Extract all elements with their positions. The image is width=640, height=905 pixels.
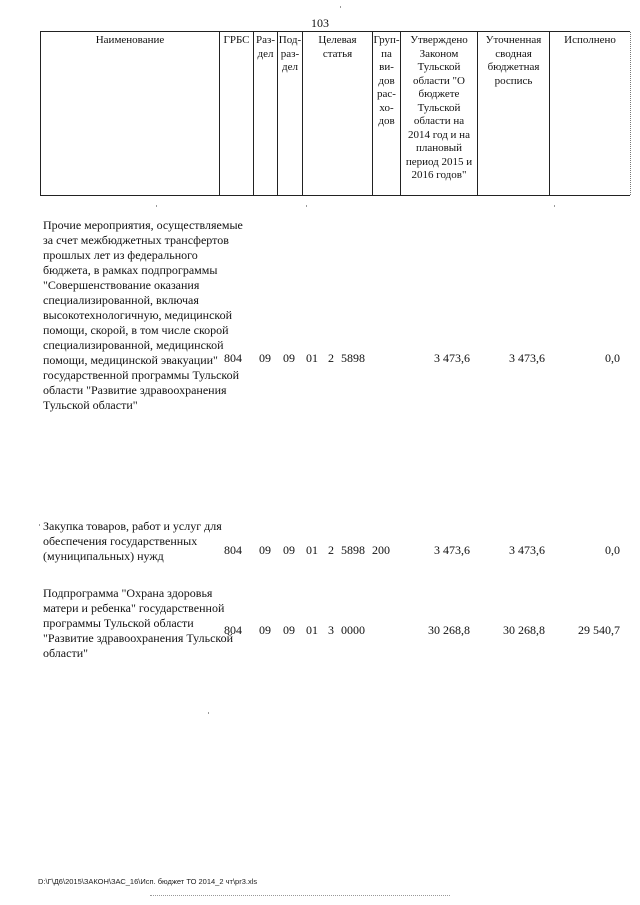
row-grbs: 804 bbox=[224, 543, 242, 557]
row-cs-direction: 5898 bbox=[341, 351, 365, 365]
header-razdel: Раз- дел bbox=[254, 32, 278, 195]
row-utochnennaya: 30 268,8 bbox=[503, 623, 545, 637]
scan-speck bbox=[306, 205, 307, 207]
row-cs-direction: 5898 bbox=[341, 543, 365, 557]
header-ispolneno: Исполнено bbox=[550, 32, 631, 195]
row-utochnennaya: 3 473,6 bbox=[509, 351, 545, 365]
header-utochnennaya-rospis: Уточненная сводная бюджетная роспись bbox=[478, 32, 550, 195]
header-podrazdel: Под- раз- дел bbox=[278, 32, 303, 195]
row-podrazdel: 09 bbox=[283, 351, 295, 365]
row-cs-subprogram: 3 bbox=[328, 623, 334, 637]
scan-speck bbox=[554, 205, 555, 207]
row-utverzhdeno: 3 473,6 bbox=[434, 543, 470, 557]
row-ispolneno: 0,0 bbox=[605, 543, 620, 557]
row-cs-program: 01 bbox=[306, 351, 318, 365]
header-celevaya-statya: Целевая статья bbox=[303, 32, 373, 195]
row-podrazdel: 09 bbox=[283, 543, 295, 557]
scan-speck bbox=[156, 205, 157, 207]
row-grbs: 804 bbox=[224, 623, 242, 637]
row-ispolneno: 0,0 bbox=[605, 351, 620, 365]
row-name: Закупка товаров, работ и услуг для обеспечения государственных (муниципальных) нужд bbox=[43, 519, 222, 563]
row-razdel: 09 bbox=[259, 623, 271, 637]
row-name: Подпрограмма "Охрана здоровья матери и ребенка" государственной программы Тульской области "Развитие здравоохранения Тульской области" bbox=[43, 586, 234, 660]
table-header bbox=[40, 31, 630, 196]
page-number: 103 bbox=[311, 16, 329, 30]
footer-divider bbox=[150, 895, 450, 896]
row-utochnennaya: 3 473,6 bbox=[509, 543, 545, 557]
row-utverzhdeno: 30 268,8 bbox=[428, 623, 470, 637]
file-path-footer: D:\Г\Д6\2015\ЗАКОН\ЗАС_16\Исп. бюджет ТО 2014_2 чт\pr3.xls bbox=[38, 877, 258, 886]
header-utverzhdeno: Утверждено Законом Тульской области "О бюджете Тульской области на 2014 год и на плановый период 2015 и 2016 годов" bbox=[401, 32, 478, 195]
row-razdel: 09 bbox=[259, 351, 271, 365]
scan-speck bbox=[39, 524, 40, 526]
scan-speck bbox=[340, 6, 341, 8]
header-name: Наименование bbox=[41, 32, 220, 195]
row-name: Прочие мероприятия, осуществляемые за счет межбюджетных трансфертов прошлых лет из федерального бюджета, в рамках подпрограммы "Совершенствование оказания специализированной, включая высокотехнологичную, медицинской помощи, скорой, в том числе скорой специализированной, медицинской помощи, медицинской эвакуации" государственной программы Тульской области "Развитие здравоохранения Тульской области" bbox=[43, 218, 243, 412]
row-podrazdel: 09 bbox=[283, 623, 295, 637]
row-cs-subprogram: 2 bbox=[328, 351, 334, 365]
row-cs-direction: 0000 bbox=[341, 623, 365, 637]
row-cs-program: 01 bbox=[306, 543, 318, 557]
scan-speck bbox=[208, 712, 209, 714]
row-utverzhdeno: 3 473,6 bbox=[434, 351, 470, 365]
row-cs-program: 01 bbox=[306, 623, 318, 637]
header-grbs: ГРБС bbox=[220, 32, 254, 195]
row-ispolneno: 29 540,7 bbox=[578, 623, 620, 637]
row-cs-subprogram: 2 bbox=[328, 543, 334, 557]
row-razdel: 09 bbox=[259, 543, 271, 557]
row-vid: 200 bbox=[372, 543, 390, 557]
row-grbs: 804 bbox=[224, 351, 242, 365]
header-gruppa-vidov-rashodov: Груп- па ви- дов рас- хо- дов bbox=[373, 32, 401, 195]
